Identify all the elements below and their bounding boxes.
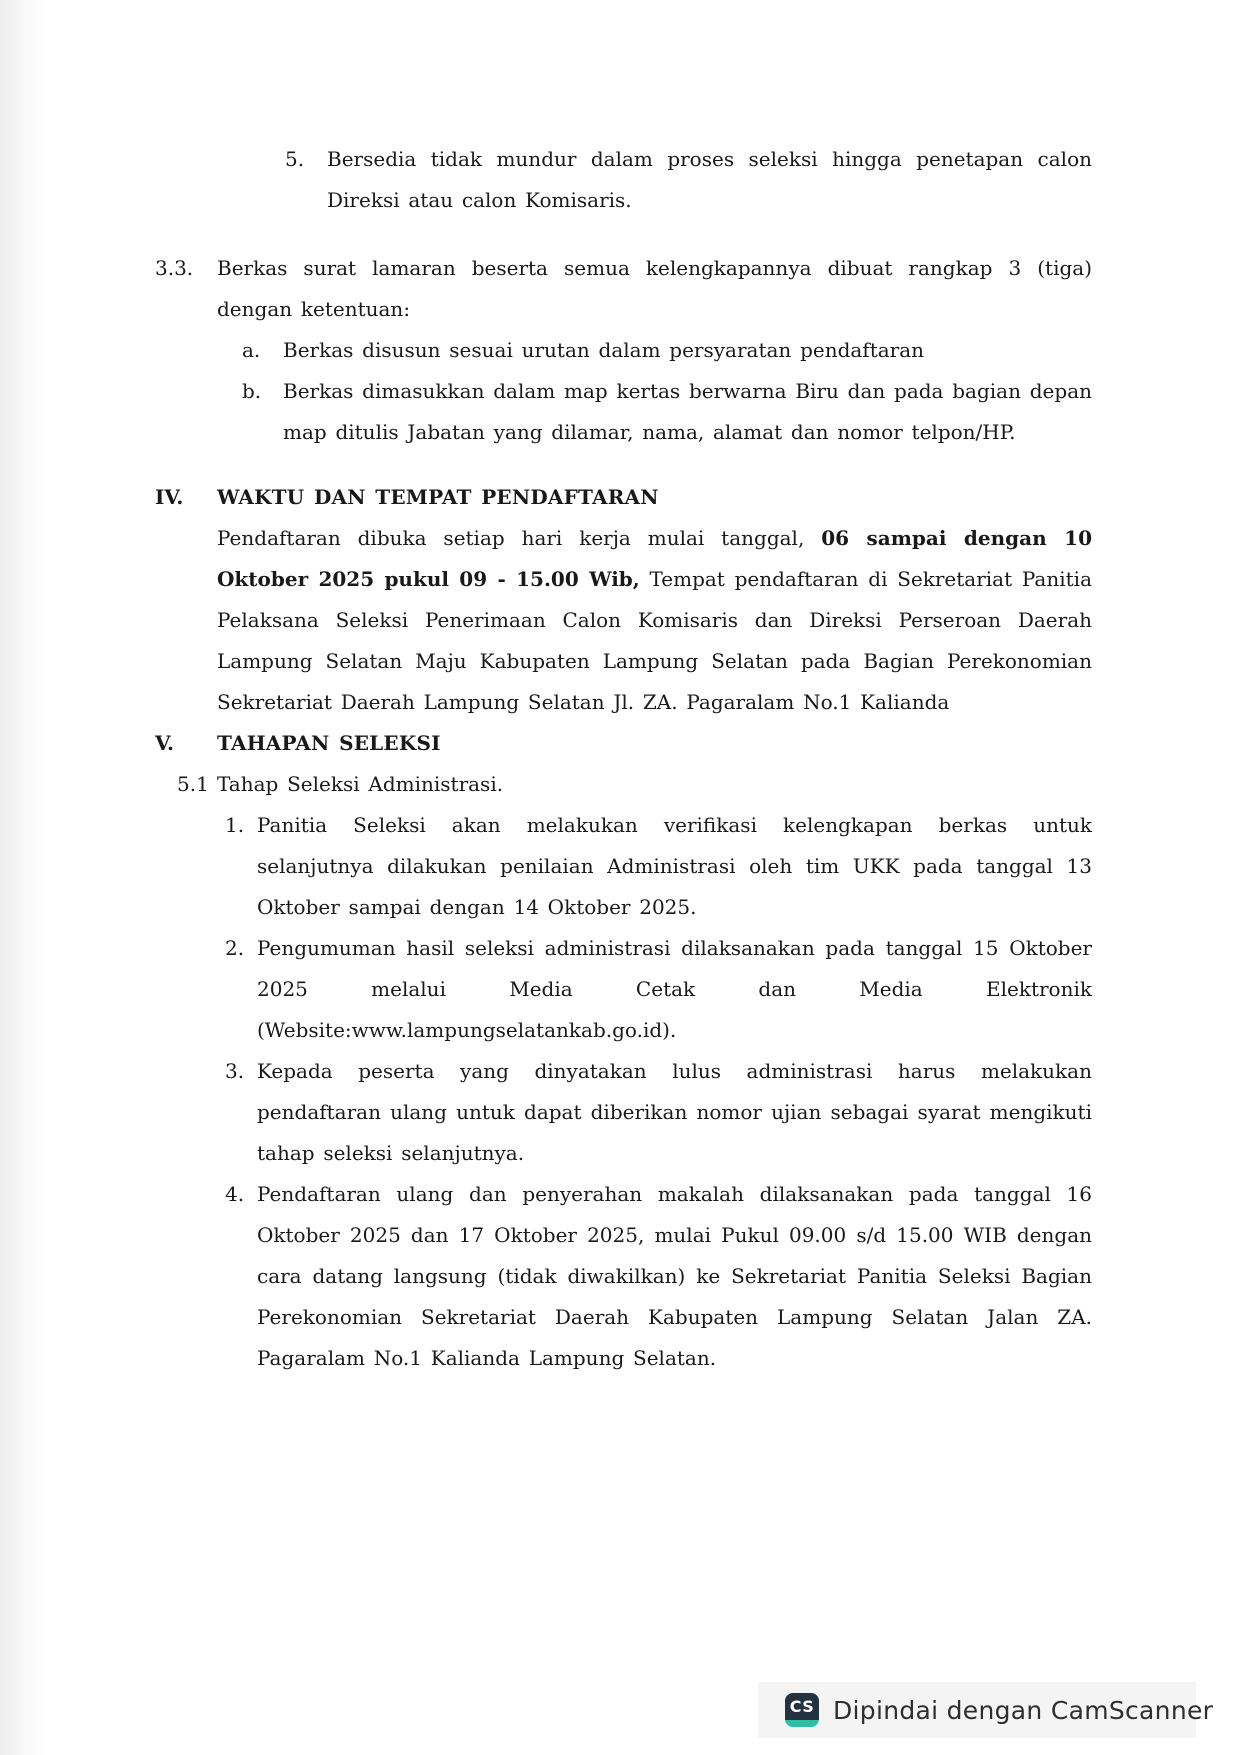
selection-item-1-text: Panitia Seleksi akan melakukan verifikasi kelengkapan berkas untuk selanjutnya dilakukan penilaian Administrasi oleh tim UKK pada tanggal 13 Oktober sampai dengan 14 Oktober 2025. xyxy=(257,813,1092,919)
list-item-5-marker: 5. xyxy=(285,147,305,171)
selection-item-2-marker: 2. xyxy=(225,936,245,960)
clause-3-3-subitem-b xyxy=(242,371,1092,453)
selection-item-2-text: Pengumuman hasil seleksi administrasi dilaksanakan pada tanggal 15 Oktober 2025 melalui Media Cetak dan Media Elektronik (Website:www.lampungselatankab.go.id). xyxy=(257,936,1092,1042)
selection-item-2 xyxy=(225,928,1092,1051)
selection-item-1-marker: 1. xyxy=(225,813,245,837)
camscanner-watermark xyxy=(758,1682,1214,1738)
selection-item-1 xyxy=(225,805,1092,928)
selection-item-3 xyxy=(225,1051,1092,1174)
selection-item-4 xyxy=(225,1174,1092,1379)
subitem-b-text: Berkas dimasukkan dalam map kertas berwarna Biru dan pada bagian depan map ditulis Jabatan yang dilamar, nama, alamat dan nomor telpon/HP. xyxy=(283,379,1092,444)
section-iv-para-pre: Pendaftaran dibuka setiap hari kerja mulai tanggal, xyxy=(217,526,822,550)
section-v-heading xyxy=(155,723,1092,764)
subsection-5-1 xyxy=(177,764,1092,805)
subsection-5-1-marker: 5.1 xyxy=(177,772,209,796)
section-v-number: V. xyxy=(155,731,174,755)
clause-3-3-marker: 3.3. xyxy=(155,256,194,280)
subitem-b-marker: b. xyxy=(242,379,262,403)
selection-item-4-text: Pendaftaran ulang dan penyerahan makalah dilaksanakan pada tanggal 16 Oktober 2025 dan 17 Oktober 2025, mulai Pukul 09.00 s/d 15.00 WIB dengan cara datang langsung (tidak diwakilkan) ke Sekretariat Panitia Seleksi Bagian Perekonomian Sekretariat Daerah Kabupaten Lampung Selatan Jalan ZA. Pagaralam No.1 Kalianda Lampung Selatan. xyxy=(257,1182,1092,1370)
section-iv-heading xyxy=(155,477,1092,518)
camscanner-icon-label: CS xyxy=(785,1693,819,1720)
section-iv-paragraph xyxy=(155,518,1092,723)
section-iv-gutter xyxy=(155,518,217,723)
selection-item-3-text: Kepada peserta yang dinyatakan lulus administrasi harus melakukan pendaftaran ulang untuk dapat diberikan nomor ujian sebagai syarat mengikuti tahap seleksi selanjutnya. xyxy=(257,1059,1092,1165)
camscanner-watermark-text: Dipindai dengan CamScanner xyxy=(833,1695,1214,1725)
subitem-a-marker: a. xyxy=(242,338,261,362)
selection-item-4-marker: 4. xyxy=(225,1182,245,1206)
section-iv-para-bold-dates: 06 sampai dengan 10 Oktober 2025 pukul 09 - 15.00 Wib, xyxy=(217,526,1092,591)
subitem-a-text: Berkas disusun sesuai urutan dalam persyaratan pendaftaran xyxy=(283,338,925,362)
document-content xyxy=(155,139,1092,1379)
section-iv-title: WAKTU DAN TEMPAT PENDAFTARAN xyxy=(217,485,659,509)
clause-3-3-main xyxy=(155,248,1092,330)
list-item-5-text: Bersedia tidak mundur dalam proses seleksi hingga penetapan calon Direksi atau calon Komisaris. xyxy=(327,147,1092,212)
section-iv-paragraph-text xyxy=(217,518,1092,723)
section-v-title: TAHAPAN SELEKSI xyxy=(217,731,441,755)
clause-3-3 xyxy=(155,248,1092,453)
list-item-5 xyxy=(285,139,1092,221)
clause-3-3-text: Berkas surat lamaran beserta semua kelengkapannya dibuat rangkap 3 (tiga) dengan ketentuan: xyxy=(217,256,1092,321)
selection-item-3-marker: 3. xyxy=(225,1059,245,1083)
subsection-5-1-title: Tahap Seleksi Administrasi. xyxy=(217,772,504,796)
section-iv-para-post: Tempat pendaftaran di Sekretariat Panitia Pelaksana Seleksi Penerimaan Calon Komisaris dan Direksi Perseroan Daerah Lampung Selatan Maju Kabupaten Lampung Selatan pada Bagian Perekonomian Sekretariat Daerah Lampung Selatan Jl. ZA. Pagaralam No.1 Kalianda xyxy=(217,567,1092,714)
section-iv-number: IV. xyxy=(155,485,184,509)
camscanner-icon xyxy=(785,1693,819,1727)
clause-3-3-subitem-a xyxy=(242,330,1092,371)
